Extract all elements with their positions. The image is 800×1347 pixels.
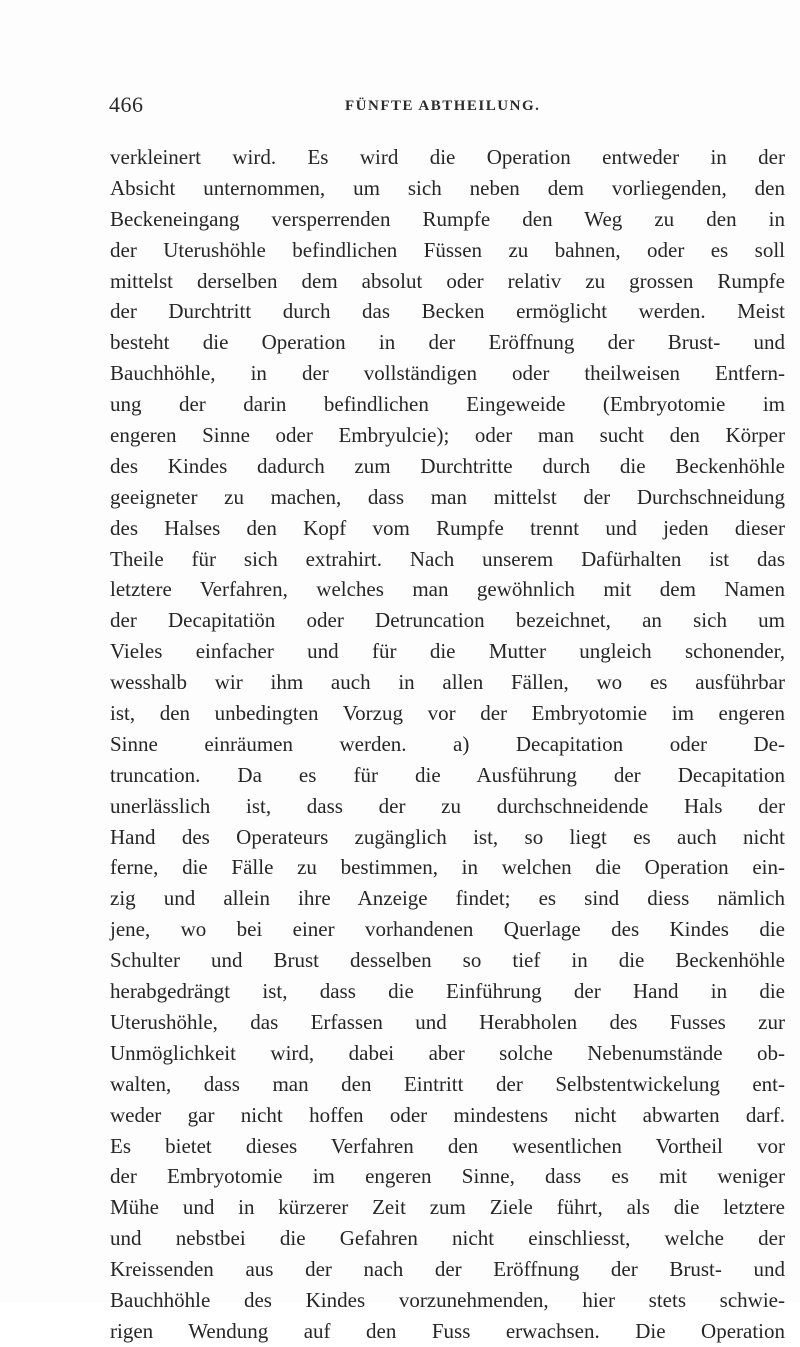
text-line: Es bietet dieses Verfahren den wesentlichen Vortheil vor bbox=[110, 1133, 785, 1158]
text-line: Kreissenden aus der nach der Eröffnung der Brust- und bbox=[110, 1257, 785, 1282]
text-line: Vieles einfacher und für die Mutter ungleich schonender, bbox=[110, 639, 785, 664]
text-line: Unmöglichkeit wird, dabei aber solche Nebenumstände ob- bbox=[110, 1040, 785, 1065]
text-line: Bauchhöhle, in der vollständigen oder theilweisen Entfern- bbox=[110, 361, 785, 386]
body-text bbox=[110, 142, 785, 1347]
text-line: truncation. Da es für die Ausführung der Decapitation bbox=[110, 762, 785, 787]
text-line: Absicht unternommen, um sich neben dem vorliegenden, den bbox=[110, 175, 785, 200]
text-line: mittelst derselben dem absolut oder relativ zu grossen Rumpfe bbox=[110, 268, 785, 293]
text-line: der Embryotomie im engeren Sinne, dass es mit weniger bbox=[110, 1164, 785, 1189]
text-line: der Decapitatiön oder Detruncation bezeichnet, an sich um bbox=[110, 608, 785, 633]
text-line: rigen Wendung auf den Fuss erwachsen. Die Operation bbox=[110, 1318, 785, 1343]
text-line: geeigneter zu machen, dass man mittelst der Durchschneidung bbox=[110, 484, 785, 509]
text-line: walten, dass man den Eintritt der Selbstentwickelung ent- bbox=[110, 1071, 785, 1096]
text-line: Schulter und Brust desselben so tief in die Beckenhöhle bbox=[110, 948, 785, 973]
text-line: und nebstbei die Gefahren nicht einschliesst, welche der bbox=[110, 1226, 785, 1251]
text-line: der Durchtritt durch das Becken ermöglicht werden. Meist bbox=[110, 299, 785, 324]
text-line: Beckeneingang versperrenden Rumpfe den Weg zu den in bbox=[110, 206, 785, 231]
text-line: ferne, die Fälle zu bestimmen, in welchen die Operation ein- bbox=[110, 855, 785, 880]
text-line: Hand des Operateurs zugänglich ist, so liegt es auch nicht bbox=[110, 824, 785, 849]
text-line: Sinne einräumen werden. a) Decapitation oder De- bbox=[110, 731, 785, 756]
text-line: besteht die Operation in der Eröffnung der Brust- und bbox=[110, 330, 785, 355]
running-head: FÜNFTE ABTHEILUNG. bbox=[345, 98, 541, 114]
text-line: verkleinert wird. Es wird die Operation entweder in der bbox=[110, 145, 785, 169]
page-header bbox=[105, 92, 785, 122]
text-line: der Uterushöhle befindlichen Füssen zu bahnen, oder es soll bbox=[110, 237, 785, 262]
text-line: wesshalb wir ihm auch in allen Fällen, wo es ausführbar bbox=[110, 670, 785, 695]
text-line: Theile für sich extrahirt. Nach unserem Dafürhalten ist das bbox=[110, 546, 785, 571]
text-line: des Halses den Kopf vom Rumpfe trennt und jeden dieser bbox=[110, 515, 785, 540]
text-line: zig und allein ihre Anzeige findet; es sind diess nämlich bbox=[110, 886, 785, 911]
text-line: weder gar nicht hoffen oder mindestens nicht abwarten darf. bbox=[110, 1102, 785, 1127]
text-line: unerlässlich ist, dass der zu durchschneidende Hals der bbox=[110, 793, 785, 818]
text-line: des Kindes dadurch zum Durchtritte durch die Beckenhöhle bbox=[110, 453, 785, 478]
text-line: jene, wo bei einer vorhandenen Querlage des Kindes die bbox=[110, 917, 785, 942]
text-line: Uterushöhle, das Erfassen und Herabholen des Fusses zur bbox=[110, 1009, 785, 1034]
text-line: ung der darin befindlichen Eingeweide (Embryotomie im bbox=[110, 392, 785, 417]
text-line: herabgedrängt ist, dass die Einführung der Hand in die bbox=[110, 979, 785, 1004]
text-line: Mühe und in kürzerer Zeit zum Ziele führt, als die letztere bbox=[110, 1195, 785, 1220]
page-number: 466 bbox=[109, 92, 144, 117]
text-line: engeren Sinne oder Embryulcie); oder man sucht den Körper bbox=[110, 423, 785, 448]
text-line: ist, den unbedingten Vorzug vor der Embryotomie im engeren bbox=[110, 701, 785, 726]
text-line: Bauchhöhle des Kindes vorzunehmenden, hier stets schwie- bbox=[110, 1287, 785, 1312]
text-line: letztere Verfahren, welches man gewöhnlich mit dem Namen bbox=[110, 577, 785, 602]
